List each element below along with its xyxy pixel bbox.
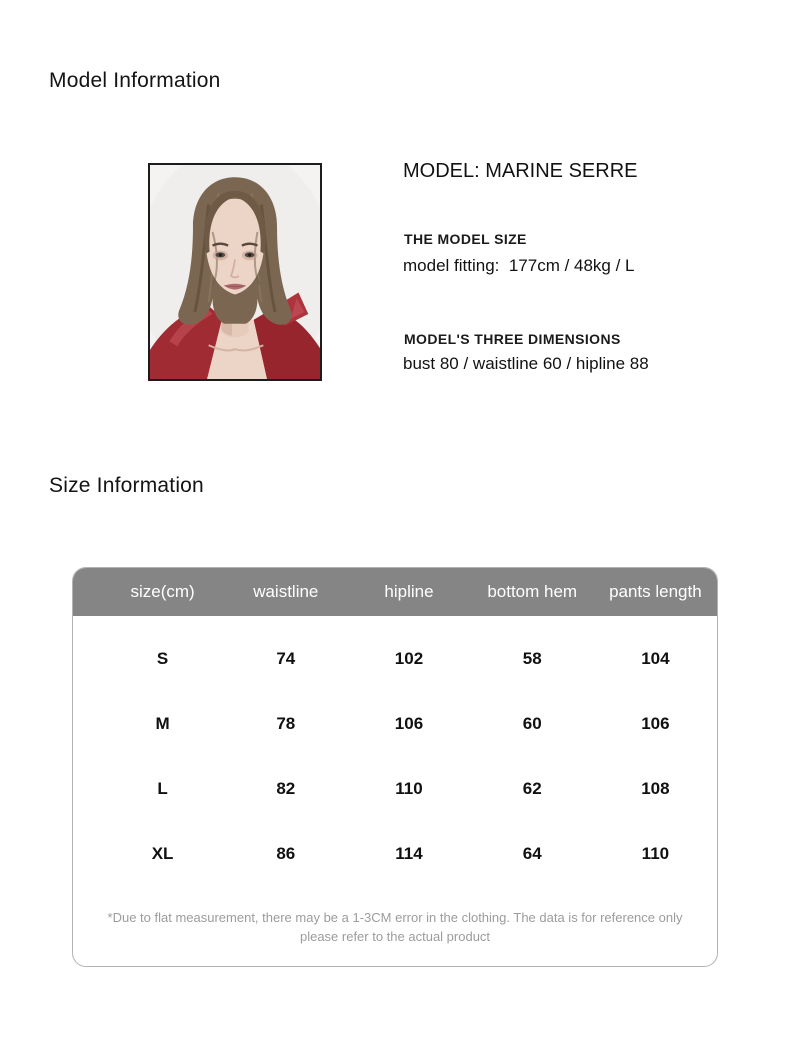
- value-cell: 104: [641, 648, 670, 668]
- value-cell: 106: [394, 713, 424, 733]
- size-cell: XL: [151, 843, 174, 863]
- value-cell: 108: [641, 778, 670, 798]
- value-cell: 110: [641, 843, 670, 863]
- value-cell: 82: [276, 778, 296, 798]
- model-information-heading: Model Information: [49, 69, 221, 92]
- value-cell: 74: [276, 648, 296, 668]
- column-header-size: size(cm): [130, 582, 195, 601]
- column-header-bottom-hem: bottom hem: [487, 582, 578, 601]
- value-cell: 78: [276, 713, 296, 733]
- column-header-waistline: waistline: [253, 582, 319, 601]
- model-dimensions-value: bust 80 / waistline 60 / hipline 88: [403, 354, 649, 373]
- value-cell: 58: [522, 648, 542, 668]
- size-cell: S: [156, 648, 169, 668]
- table-row-xl: [73, 821, 717, 886]
- disclaimer-line-2: please refer to the actual product: [299, 929, 491, 944]
- column-header-pants-length: pants length: [609, 582, 702, 601]
- measurement-disclaimer: [73, 908, 717, 946]
- model-photo: [148, 163, 322, 381]
- table-row-m: [73, 691, 717, 756]
- value-cell: 86: [276, 843, 296, 863]
- size-cell: M: [155, 713, 170, 733]
- size-cell: L: [157, 778, 168, 798]
- size-table-header-row: [73, 568, 717, 616]
- model-portrait-illustration: [150, 165, 320, 379]
- model-dimensions-heading: MODEL'S THREE DIMENSIONS: [404, 331, 621, 347]
- value-cell: 110: [395, 778, 423, 798]
- size-information-heading: Size Information: [49, 474, 204, 497]
- value-cell: 106: [641, 713, 670, 733]
- value-cell: 62: [522, 778, 542, 798]
- value-cell: 60: [522, 713, 542, 733]
- value-cell: 64: [522, 843, 542, 863]
- disclaimer-line-1: *Due to flat measurement, there may be a 1-3CM error in the clothing. The data is for reference only: [107, 910, 683, 925]
- value-cell: 102: [394, 648, 424, 668]
- value-cell: 114: [395, 843, 423, 863]
- table-row-s: [73, 626, 717, 691]
- model-size-heading: THE MODEL SIZE: [404, 231, 527, 247]
- model-fitting-value: model fitting: 177cm / 48kg / L: [403, 256, 635, 275]
- size-chart-table: [72, 567, 718, 967]
- size-table-body: [73, 616, 717, 886]
- column-header-hipline: hipline: [384, 582, 434, 601]
- table-row-l: [73, 756, 717, 821]
- model-name: MODEL: MARINE SERRE: [403, 160, 638, 182]
